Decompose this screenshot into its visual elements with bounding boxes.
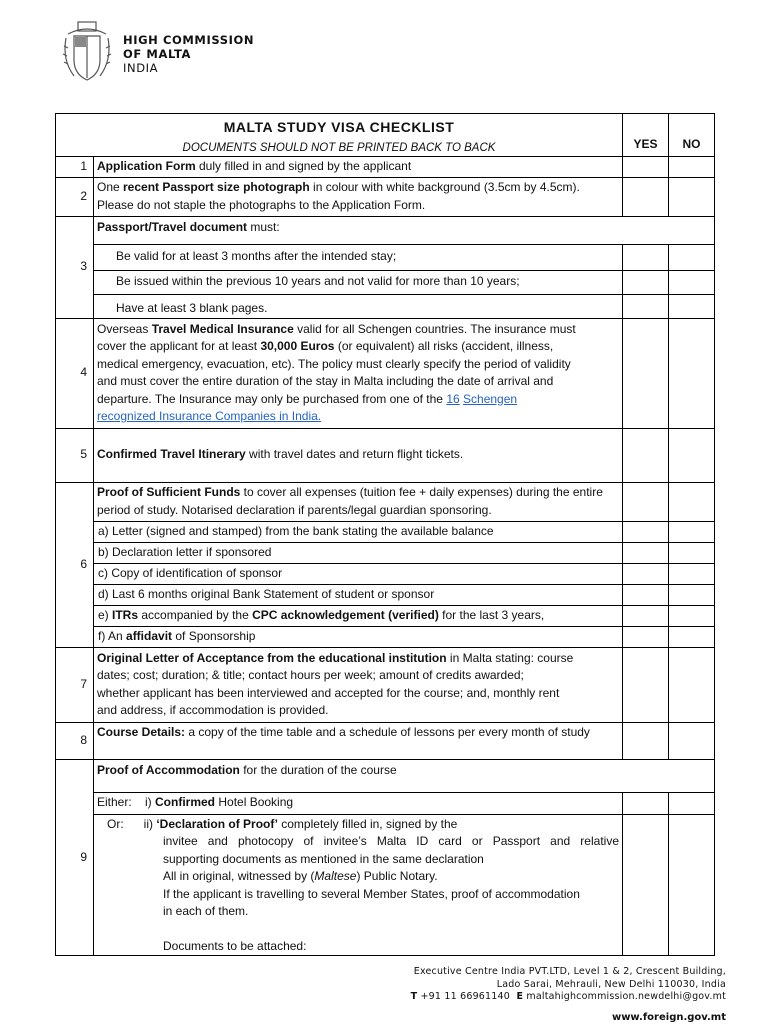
row-number: 1: [56, 156, 94, 177]
sub-item-text: Or: ii) ‘Declaration of Proof’ completely filled in, signed by the invitee and photocopy of invitee’s Malta ID card or Passport and relative supporting documents as mentioned in the same declaration All in original, witnessed by (Maltese) Public Notary. If the applicant is travelling to several Member States, proof of accommodation in each of them. Documents to be attached:: [94, 814, 623, 956]
yes-checkbox[interactable]: [623, 177, 669, 216]
yes-checkbox[interactable]: [623, 542, 669, 563]
sub-item-text: f) An affidavit of Sponsorship: [94, 626, 623, 647]
no-checkbox[interactable]: [669, 605, 715, 626]
yes-checkbox[interactable]: [623, 482, 669, 521]
item-text: Confirmed Travel Itinerary with travel dates and return flight tickets.: [94, 428, 623, 482]
row-number: 8: [56, 722, 94, 759]
item-text: Overseas Travel Medical Insurance valid for all Schengen countries. The insurance must cover the applicant for at least 30,000 Euros (or equivalent) all risks (accident, illness, medical emergency, evacuation, etc). The policy must clearly specify the period of validity and must cover the entire duration of the stay in Malta including the date of arrival and departure. The Insurance may only be purchased from one of the 16 Schengen recognized Insurance Companies in India.: [94, 318, 623, 428]
no-checkbox[interactable]: [669, 521, 715, 542]
yes-checkbox[interactable]: [623, 605, 669, 626]
checklist-subtitle: DOCUMENTS SHOULD NOT BE PRINTED BACK TO BACK: [56, 140, 623, 157]
table-row: [56, 626, 715, 647]
row-number: 4: [56, 318, 94, 428]
table-row: [56, 605, 715, 626]
sub-item-text: Either: i) Confirmed Hotel Booking: [94, 792, 623, 814]
row-number: 3: [56, 216, 94, 318]
sub-item-text: c) Copy of identification of sponsor: [94, 563, 623, 584]
malta-crest-icon: [60, 20, 114, 84]
table-row: [56, 647, 715, 722]
row-number: 6: [56, 482, 94, 647]
yes-checkbox[interactable]: [623, 626, 669, 647]
row-number: 2: [56, 177, 94, 216]
table-row: [56, 722, 715, 759]
sub-item-text: Be valid for at least 3 months after the intended stay;: [94, 244, 623, 270]
item-text: Course Details: a copy of the time table and a schedule of lessons per every month of study: [94, 722, 623, 759]
yes-checkbox[interactable]: [623, 318, 669, 428]
yes-checkbox[interactable]: [623, 244, 669, 270]
no-checkbox[interactable]: [669, 563, 715, 584]
org-line-1: HIGH COMMISSION: [123, 33, 255, 47]
yes-checkbox[interactable]: [623, 584, 669, 605]
sub-item-text: Have at least 3 blank pages.: [94, 294, 623, 318]
yes-checkbox[interactable]: [623, 814, 669, 956]
contact-line: T +91 11 66961140 E maltahighcommission.newdelhi@gov.mt: [410, 991, 726, 1002]
no-checkbox[interactable]: [669, 428, 715, 482]
table-row: [56, 318, 715, 428]
no-checkbox[interactable]: [669, 792, 715, 814]
table-row: [56, 814, 715, 956]
item-text: One recent Passport size photograph in colour with white background (3.5cm by 4.5cm). Please do not staple the photographs to the Application Form.: [94, 177, 623, 216]
no-checkbox[interactable]: [669, 156, 715, 177]
item-text: Original Letter of Acceptance from the educational institution in Malta stating: course dates; cost; duration; & title; contact hours per week; amount of credits awarded; whether applicant has been interviewed and accepted for the course; and, monthly rent and address, if accommodation is provided.: [94, 647, 623, 722]
item-text: Proof of Accommodation for the duration of the course: [94, 759, 715, 792]
checklist-title: MALTA STUDY VISA CHECKLIST: [56, 114, 623, 140]
insurance-link-schengen[interactable]: Schengen: [463, 391, 518, 406]
no-checkbox[interactable]: [669, 814, 715, 956]
table-row: [56, 521, 715, 542]
no-checkbox[interactable]: [669, 270, 715, 294]
no-checkbox[interactable]: [669, 482, 715, 521]
row-number: 5: [56, 428, 94, 482]
table-row: [56, 482, 715, 521]
sub-item-text: e) ITRs accompanied by the CPC acknowledgement (verified) for the last 3 years,: [94, 605, 623, 626]
no-checkbox[interactable]: [669, 647, 715, 722]
table-row: [56, 244, 715, 270]
yes-column-header: YES: [623, 114, 669, 157]
item-text: Passport/Travel document must:: [94, 216, 715, 244]
table-row: [56, 428, 715, 482]
row-number: 9: [56, 759, 94, 956]
table-row: [56, 792, 715, 814]
insurance-link-16[interactable]: 16: [446, 391, 460, 406]
no-column-header: NO: [669, 114, 715, 157]
table-row: [56, 542, 715, 563]
no-checkbox[interactable]: [669, 244, 715, 270]
no-checkbox[interactable]: [669, 722, 715, 759]
sub-item-text: a) Letter (signed and stamped) from the bank stating the available balance: [94, 521, 623, 542]
address-line-1: Executive Centre India PVT.LTD, Level 1 & 2, Crescent Building,: [413, 966, 726, 977]
row-number: 7: [56, 647, 94, 722]
table-row: [56, 584, 715, 605]
no-checkbox[interactable]: [669, 584, 715, 605]
table-row: [56, 216, 715, 244]
yes-checkbox[interactable]: [623, 428, 669, 482]
address-line-2: Lado Sarai, Mehrauli, New Delhi 110030, India: [496, 978, 726, 990]
organization-name: [123, 33, 254, 75]
yes-checkbox[interactable]: [623, 521, 669, 542]
no-checkbox[interactable]: [669, 294, 715, 318]
yes-checkbox[interactable]: [623, 563, 669, 584]
sub-item-text: d) Last 6 months original Bank Statement of student or sponsor: [94, 584, 623, 605]
no-checkbox[interactable]: [669, 318, 715, 428]
no-checkbox[interactable]: [669, 626, 715, 647]
table-row: [56, 270, 715, 294]
footer-address: [411, 966, 726, 1004]
table-title-row: [56, 114, 715, 140]
checklist-table: [55, 113, 715, 956]
table-row: [56, 294, 715, 318]
website-link[interactable]: www.foreign.gov.mt: [611, 1012, 726, 1023]
no-checkbox[interactable]: [669, 542, 715, 563]
table-row: [56, 156, 715, 177]
yes-checkbox[interactable]: [623, 294, 669, 318]
no-checkbox[interactable]: [669, 177, 715, 216]
yes-checkbox[interactable]: [623, 722, 669, 759]
sub-item-text: b) Declaration letter if sponsored: [94, 542, 623, 563]
table-row: [56, 759, 715, 792]
table-row: [56, 563, 715, 584]
item-text: Proof of Sufficient Funds to cover all expenses (tuition fee + daily expenses) during the entire period of study. Notarised declaration if parents/legal guardian sponsoring.: [94, 482, 623, 521]
insurance-link-companies[interactable]: recognized Insurance Companies in India.: [97, 409, 322, 423]
table-row: [56, 177, 715, 216]
yes-checkbox[interactable]: [623, 270, 669, 294]
sub-item-text: Be issued within the previous 10 years and not valid for more than 10 years;: [94, 270, 623, 294]
yes-checkbox[interactable]: [623, 792, 669, 814]
item-text: Application Form duly filled in and signed by the applicant: [94, 156, 623, 177]
yes-checkbox[interactable]: [623, 156, 669, 177]
org-line-2: OF MALTA: [123, 47, 192, 61]
yes-checkbox[interactable]: [623, 647, 669, 722]
org-line-3: INDIA: [123, 61, 159, 75]
